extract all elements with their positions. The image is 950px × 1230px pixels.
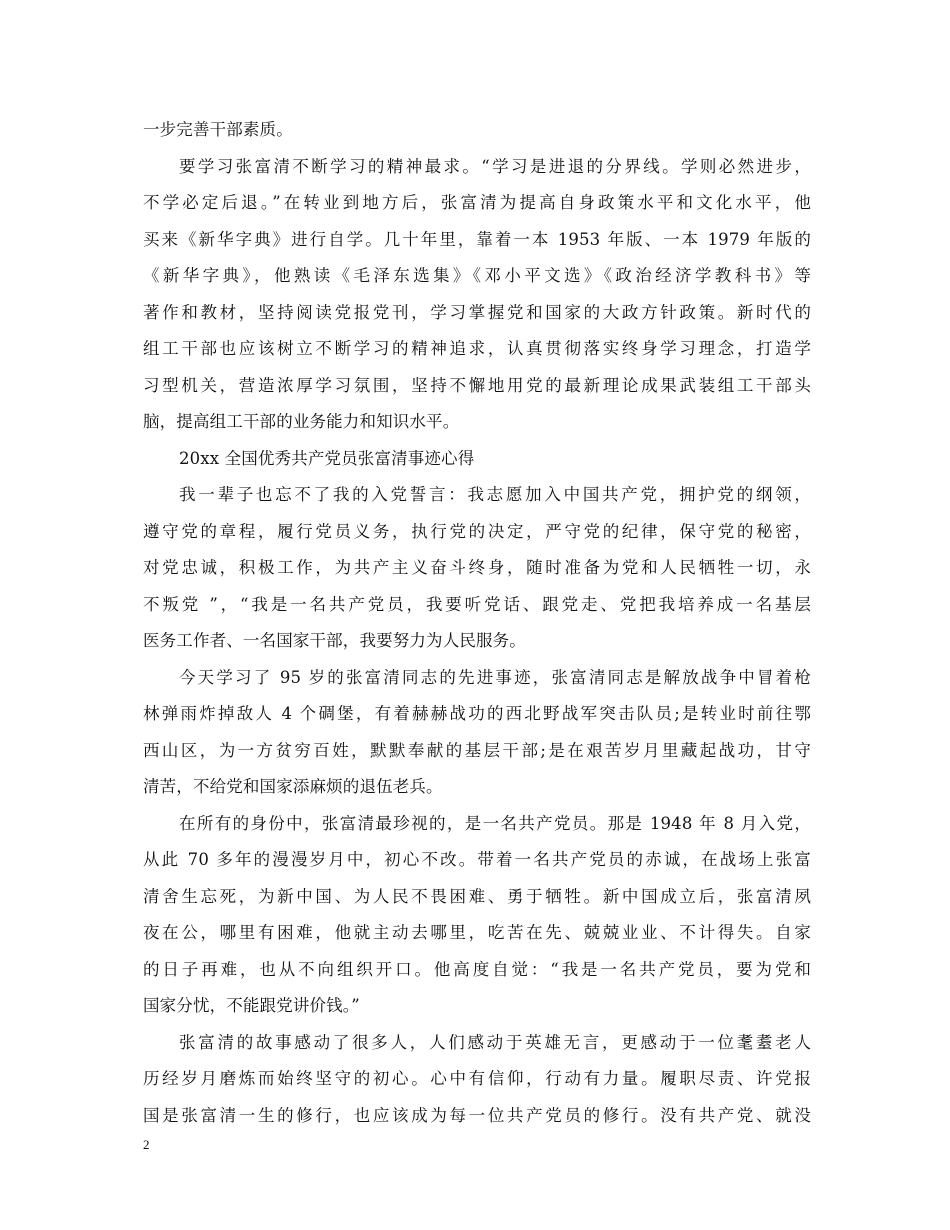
text-line: 我一辈子也忘不了我的入党誓言：我志愿加入中国共产党，拥护党的纲领， (179, 485, 811, 504)
text-line: 历经岁月磨炼而始终坚守的初心。心中有信仰，行动有力量。履职尽责、许党报 (143, 1069, 811, 1088)
text-line: 林弹雨炸掉敌人 4 个碉堡，有着赫赫战功的西北野战军突击队员;是转业时前往鄂 (143, 704, 811, 723)
page-number: 2 (143, 1137, 150, 1152)
text-line: 张富清的故事感动了很多人，人们感动于英雄无言，更感动于一位耄耋老人 (179, 1032, 811, 1052)
text-line: 一步完善干部素质。 (143, 120, 293, 139)
text-line: 20xx 全国优秀共产党员张富清事迹心得 (179, 448, 475, 468)
text-line: 不学必定后退。”在转业到地方后，张富清为提高自身政策水平和文化水平，他 (143, 193, 811, 212)
text-line: 在所有的身份中，张富清最珍视的，是一名共产党员。那是 1948 年 8 月入党， (179, 813, 811, 833)
text-line: 著作和教材，坚持阅读党报党刊，学习掌握党和国家的大政方针政策。新时代的 (143, 302, 811, 322)
text-line: 《新华字典》，他熟读《毛泽东选集》《邓小平文选》《政治经济学教科书》等 (143, 266, 811, 285)
text-line: 清舍生忘死，为新中国、为人民不畏困难、勇于牺牲。新中国成立后，张富清夙 (143, 886, 811, 906)
text-line: 不叛党 ”，“我是一名共产党员，我要听党话、跟党走、党把我培养成一名基层 (143, 594, 811, 614)
text-line: 对党忠诚，积极工作，为共产主义奋斗终身，随时准备为党和人民牺牲一切，永 (143, 558, 811, 577)
text-line: 今天学习了 95 岁的张富清同志的先进事迹，张富清同志是解放战争中冒着枪 (179, 667, 811, 687)
text-line: 遵守党的章程，履行党员义务，执行党的决定，严守党的纪律，保守党的秘密， (143, 521, 811, 541)
text-line: 要学习张富清不断学习的精神最求。“学习是进退的分界线。学则必然进步， (179, 156, 811, 176)
document-body (143, 112, 811, 1134)
text-line: 医务工作者、一名国家干部，我要努力为人民服务。 (143, 631, 526, 650)
text-line: 国家分忧，不能跟党讲价钱。” (143, 996, 360, 1015)
text-line: 夜在公，哪里有困难，他就主动去哪里，吃苦在先、兢兢业业、不计得失。自家 (143, 923, 811, 942)
text-line: 组工干部也应该树立不断学习的精神追求，认真贯彻落实终身学习理念，打造学 (143, 339, 811, 358)
text-line: 国是张富清一生的修行，也应该成为每一位共产党员的修行。没有共产党、就没 (143, 1105, 811, 1125)
text-line: 清苦，不给党和国家添麻烦的退伍老兵。 (143, 777, 443, 796)
text-line: 从此 70 多年的漫漫岁月中，初心不改。带着一名共产党员的赤诚，在战场上张富 (143, 850, 811, 869)
text-line: 习型机关，营造浓厚学习氛围，坚持不懈地用党的最新理论成果武装组工干部头 (143, 375, 811, 395)
text-line: 的日子再难，也从不向组织开口。他高度自觉：“我是一名共产党员，要为党和 (143, 959, 811, 979)
text-line: 买来《新华字典》进行自学。几十年里，靠着一本 1953 年版、一本 1979 年版的 (143, 229, 811, 249)
text-line: 脑，提高组工干部的业务能力和知识水平。 (143, 412, 460, 431)
text-line: 西山区，为一方贫穷百姓，默默奉献的基层干部;是在艰苦岁月里藏起战功，甘守 (143, 740, 811, 760)
